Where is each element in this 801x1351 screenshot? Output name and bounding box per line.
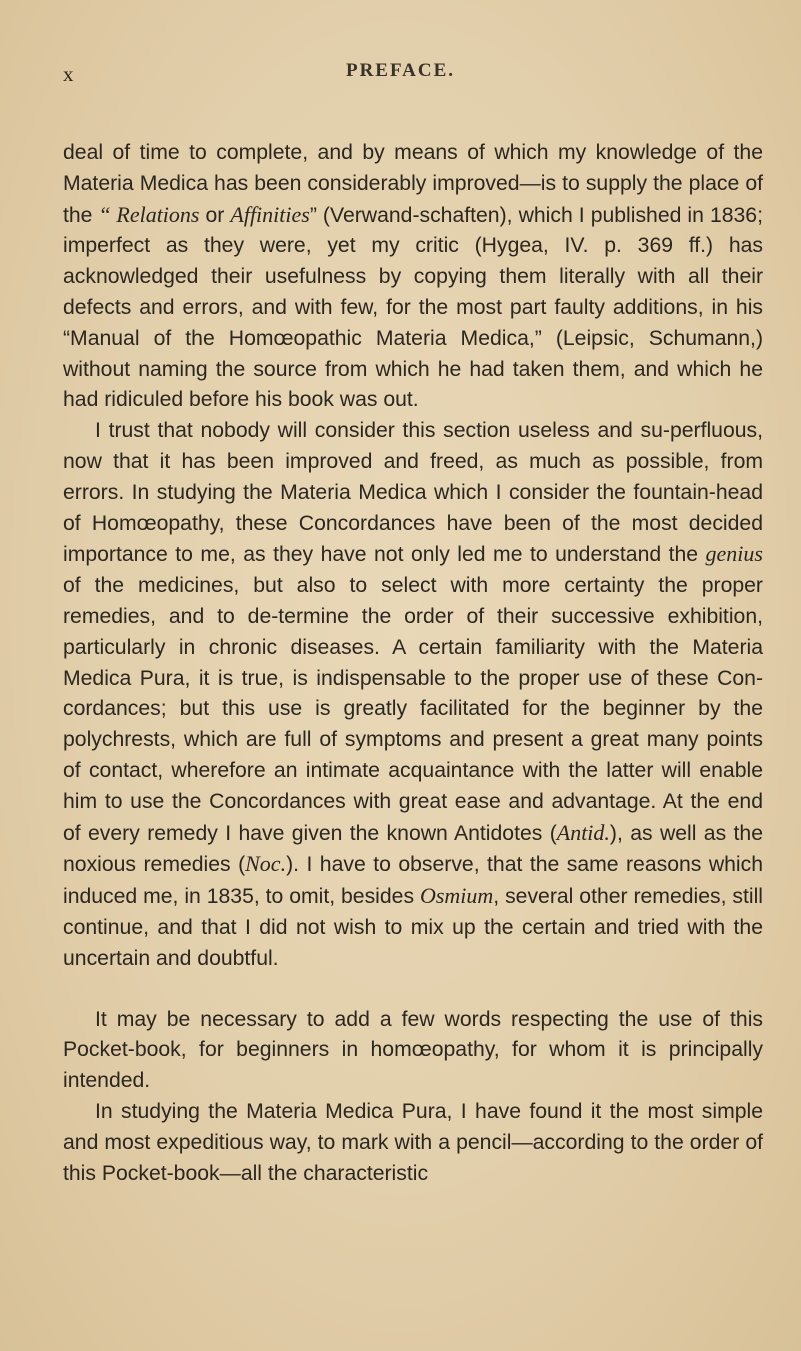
paragraph [63, 416, 763, 974]
page-header [0, 58, 801, 88]
text-run: It may be necessary to add a few words respecting the use of this Pocket-book, for beginners in homœopathy, for whom it is principally intended. [63, 1007, 763, 1093]
paragraph [63, 138, 763, 416]
paragraph [63, 1097, 763, 1189]
italic-term: Noc. [245, 851, 287, 877]
text-run: or [199, 203, 231, 227]
italic-term: Affinities [230, 201, 310, 227]
paragraph [63, 1005, 763, 1097]
body-text [63, 138, 763, 1189]
italic-term: Antid. [556, 819, 610, 845]
text-run: In studying the Materia Medica Pura, I have found it the most simple and most expeditious way, to mark with a pencil—according to the order of this Pocket-book—all the characteristic [63, 1099, 763, 1185]
text-run: ), as well as the noxious remedies ( [63, 821, 763, 877]
text-run: , several other remedies, still continue, and that I did not wish to mix up the certain and tried with the uncertain and doubtful. [63, 885, 763, 970]
running-head: PREFACE. [345, 60, 456, 81]
paragraph-gap [63, 975, 763, 1005]
text-run: of the medicines, but also to select with more certainty the proper remedies, and to de-termine the order of their successive exhibition, particularly in chronic diseases. A certain familiarity with the Materia Medica Pura, it is true, is indispensable to the proper use of these Con-cordances; but this use is greatly facilitated for the beginner by the polychrests, which are full of symptoms and present a great many points of contact, wherefore an intimate acquaintance with the latter will enable him to use the Concordances with great ease and advantage. At the end of every remedy I have given the known Antidotes ( [63, 574, 763, 845]
text-run: ” (Verwand-schaften), which I published in 1836; imperfect as they were, yet my critic (Hygea, IV. p. 369 ff.) has acknowledged their usefulness by copying them literally with all their defects and errors, and with few, for the most part faulty additions, in his “Manual of the Homœopathic Materia Medica,” (Leipsic, Schumann,) without naming the source from which he had taken them, and which he had ridiculed before his book was out. [63, 203, 763, 412]
italic-term: Osmium [419, 883, 494, 909]
text-run: ). I have to observe, that the same reasons which induced me, in 1835, to omit, besides [63, 853, 763, 909]
text-run: deal of time to complete, and by means of which my knowledge of the Materia Medica has been considerably improved—is to supply the place of the [63, 141, 763, 227]
italic-term: genius [705, 541, 763, 567]
italic-term: “ Relations [98, 201, 200, 227]
text-run: I trust that nobody will consider this section useless and su-perfluous, now that it has been improved and freed, as much as possible, from errors. In studying the Materia Medica which I consider the fountain-head of Homœopathy, these Concordances have been of the most decided importance to me, as they have not only led me to understand the [63, 419, 763, 567]
page-number: x [63, 62, 74, 86]
